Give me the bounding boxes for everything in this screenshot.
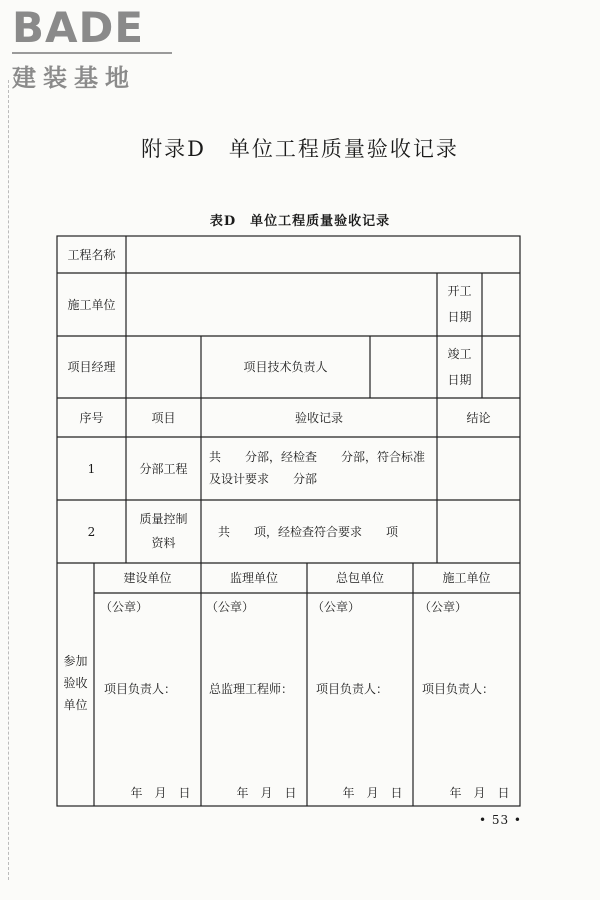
item-2-name-line-2: 资料 (151, 536, 176, 550)
item-2-record: 共 项，经检查符合要求 项 (218, 524, 399, 539)
unit-supervisor-signer: 总监理工程师： (209, 682, 294, 696)
unit-general-contractor-date: 年 月 日 (342, 786, 403, 800)
page-number: • 53 • (478, 813, 522, 827)
header-conclusion: 结论 (466, 410, 491, 425)
label-tech-lead: 项目技术负责人 (243, 360, 328, 374)
participants-label-3: 单位 (63, 698, 88, 712)
construction-unit-value[interactable] (126, 273, 437, 336)
item-2-conclusion[interactable] (437, 500, 520, 563)
header-seq: 序号 (79, 410, 104, 425)
label-end-date-1: 竣工 (447, 347, 472, 361)
item-1-seq: 1 (87, 461, 96, 476)
unit-supervisor-date: 年 月 日 (236, 786, 297, 800)
item-2-name-line-1: 质量控制 (139, 512, 188, 526)
item-1-name: 分部工程 (139, 461, 188, 476)
unit-supervisor-seal: （公章） (206, 600, 255, 614)
start-date-value[interactable] (482, 273, 520, 336)
label-project-name: 工程名称 (67, 247, 116, 262)
tech-lead-value[interactable] (370, 336, 437, 398)
unit-builder-name: 施工单位 (442, 571, 491, 585)
unit-general-contractor-signer: 项目负责人： (316, 682, 389, 696)
unit-general-contractor-name: 总包单位 (335, 571, 384, 585)
unit-owner-seal: （公章） (100, 600, 149, 614)
label-project-manager: 项目经理 (67, 360, 116, 374)
unit-owner-date: 年 月 日 (130, 786, 191, 800)
table-title: 表D 单位工程质量验收记录 (209, 214, 391, 229)
unit-owner-name: 建设单位 (123, 571, 172, 585)
unit-builder-signer: 项目负责人： (422, 682, 495, 696)
label-construction-unit: 施工单位 (67, 297, 116, 312)
logo-chinese: 建装基地 (12, 64, 136, 92)
unit-general-contractor-seal: （公章） (312, 600, 361, 614)
participants-label-2: 验收 (63, 676, 88, 690)
page-title: 附录D 单位工程质量验收记录 (141, 137, 459, 161)
project-manager-value[interactable] (126, 336, 201, 398)
logo-wordmark: BADE (12, 3, 145, 52)
item-1-record-line-2: 及设计要求 分部 (209, 472, 318, 486)
label-end-date-2: 日期 (447, 373, 472, 387)
project-name-value[interactable] (126, 236, 520, 273)
unit-builder-date: 年 月 日 (449, 786, 510, 800)
end-date-value[interactable] (482, 336, 520, 398)
label-start-date-1: 开工 (447, 283, 472, 298)
unit-builder-seal: （公章） (419, 600, 468, 614)
header-record: 验收记录 (294, 410, 343, 425)
item-2-seq: 2 (87, 524, 96, 539)
participants-label-1: 参加 (63, 654, 88, 668)
header-item: 项目 (151, 410, 176, 425)
label-start-date-2: 日期 (447, 309, 472, 324)
unit-owner-signer: 项目负责人： (104, 682, 177, 696)
item-1-conclusion[interactable] (437, 437, 520, 500)
unit-supervisor-name: 监理单位 (229, 571, 278, 585)
item-1-record-line-1: 共 分部，经检查 分部，符合标准 (209, 450, 426, 464)
